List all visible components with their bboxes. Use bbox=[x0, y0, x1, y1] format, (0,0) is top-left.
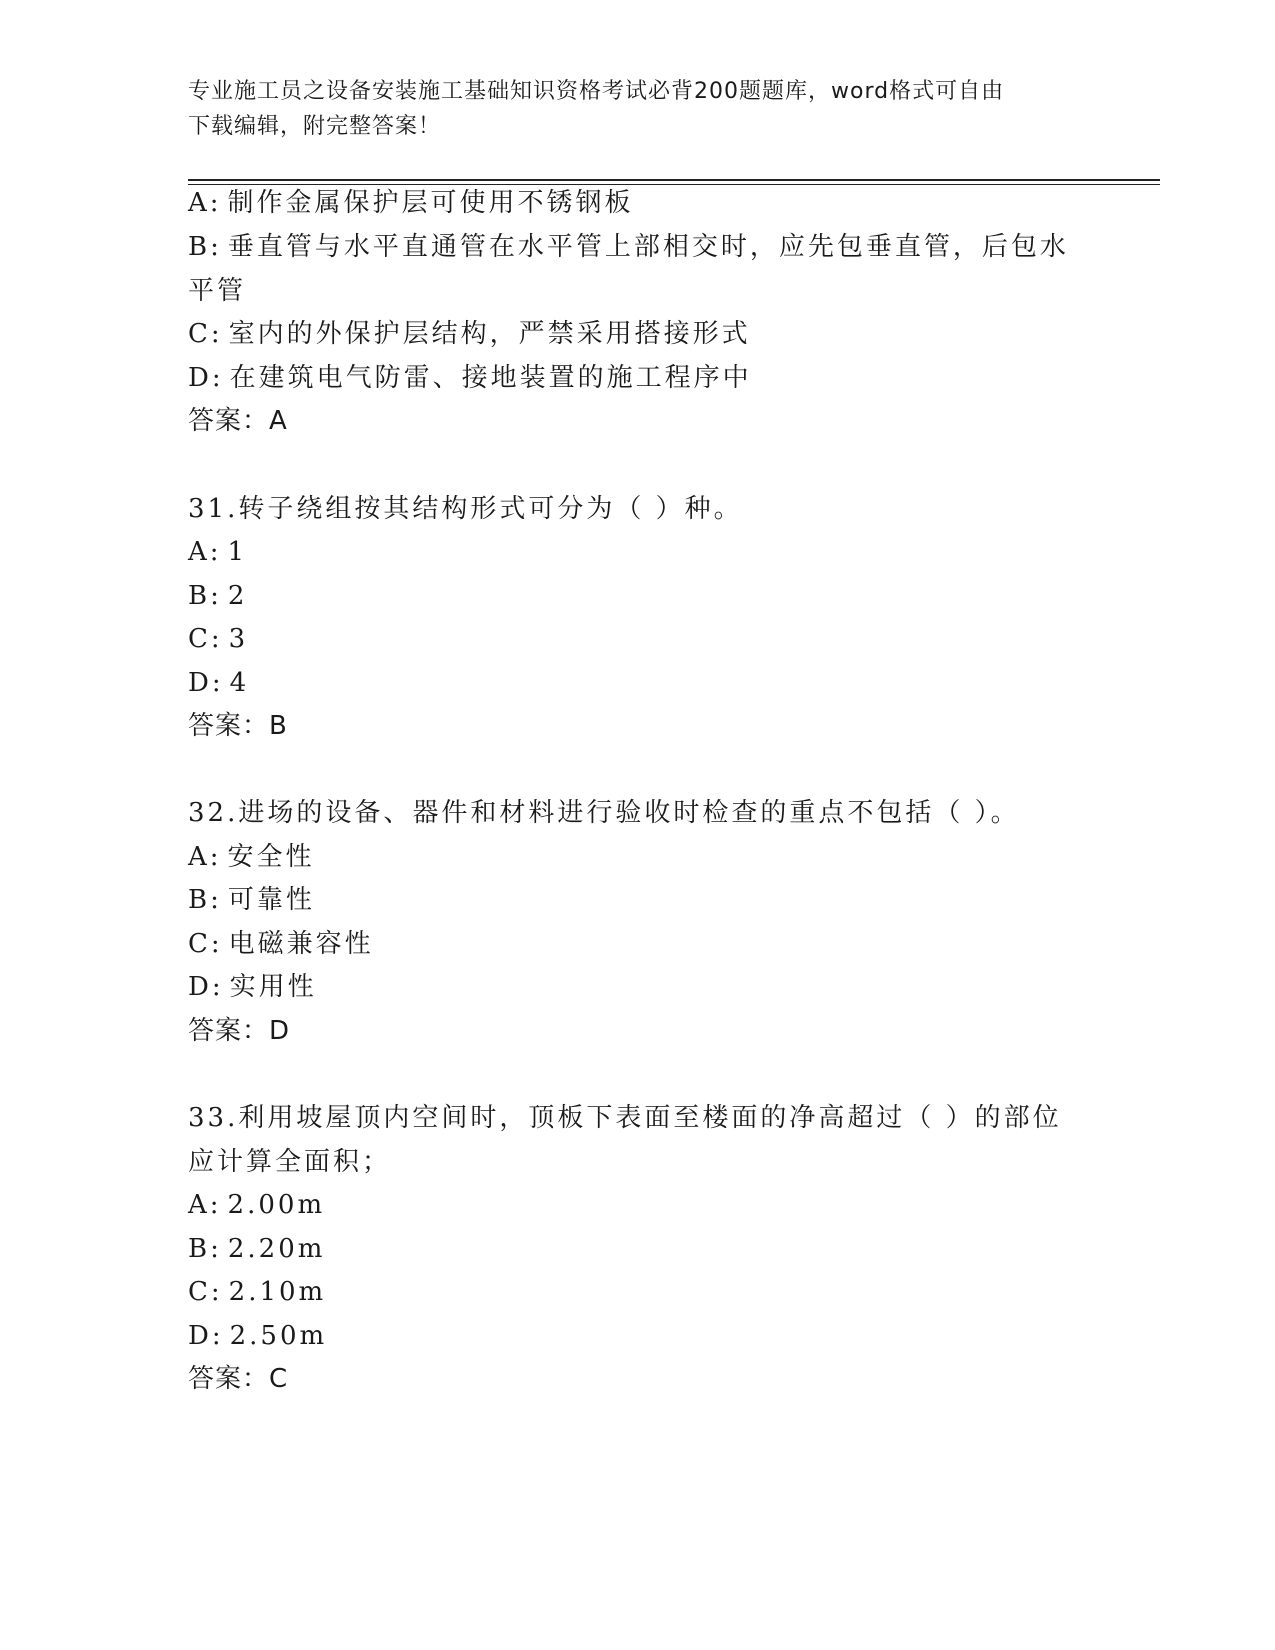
document-header bbox=[188, 74, 1068, 144]
question-33-stem-continued: 应计算全面积； bbox=[188, 1147, 392, 1177]
header-line-1: 专业施工员之设备安装施工基础知识资格考试必背200题题库，word格式可自由 bbox=[188, 79, 1005, 104]
option-d: D: 在建筑电气防雷、接地装置的施工程序中 bbox=[188, 363, 752, 393]
question-33-option-a: A: 2.00m bbox=[188, 1190, 326, 1220]
question-33-option-d: D: 2.50m bbox=[188, 1321, 328, 1351]
question-32-stem: 32.进场的设备、器件和材料进行验收时检查的重点不包括（ ）。 bbox=[188, 798, 1020, 828]
question-31-answer: 答案：B bbox=[188, 711, 288, 741]
header-line-2: 下载编辑，附完整答案！ bbox=[188, 114, 442, 139]
question-32-option-a: A: 安全性 bbox=[188, 842, 315, 872]
question-31-option-b: B: 2 bbox=[188, 581, 248, 611]
question-33-option-c: C: 2.10m bbox=[188, 1277, 327, 1307]
question-32-option-d: D: 实用性 bbox=[188, 972, 317, 1002]
option-b: B: 垂直管与水平直通管在水平管上部相交时，应先包垂直管，后包水 bbox=[188, 232, 1069, 262]
option-b-continued: 平管 bbox=[188, 276, 247, 306]
answer: 答案：A bbox=[188, 406, 288, 436]
question-33-stem: 33.利用坡屋顶内空间时，顶板下表面至楼面的净高超过（ ）的部位 bbox=[188, 1103, 1062, 1133]
question-32-option-b: B: 可靠性 bbox=[188, 885, 315, 915]
option-c: C: 室内的外保护层结构，严禁采用搭接形式 bbox=[188, 319, 751, 349]
question-33-option-b: B: 2.20m bbox=[188, 1234, 326, 1264]
question-31-stem: 31.转子绕组按其结构形式可分为（ ）种。 bbox=[188, 494, 743, 524]
question-32-option-c: C: 电磁兼容性 bbox=[188, 929, 374, 959]
question-33-answer: 答案：C bbox=[188, 1364, 289, 1394]
question-31-option-a: A: 1 bbox=[188, 537, 248, 567]
option-a: A: 制作金属保护层可使用不锈钢板 bbox=[188, 188, 634, 218]
question-31-option-c: C: 3 bbox=[188, 624, 249, 654]
question-32-answer: 答案：D bbox=[188, 1016, 291, 1046]
question-31-option-d: D: 4 bbox=[188, 668, 250, 698]
